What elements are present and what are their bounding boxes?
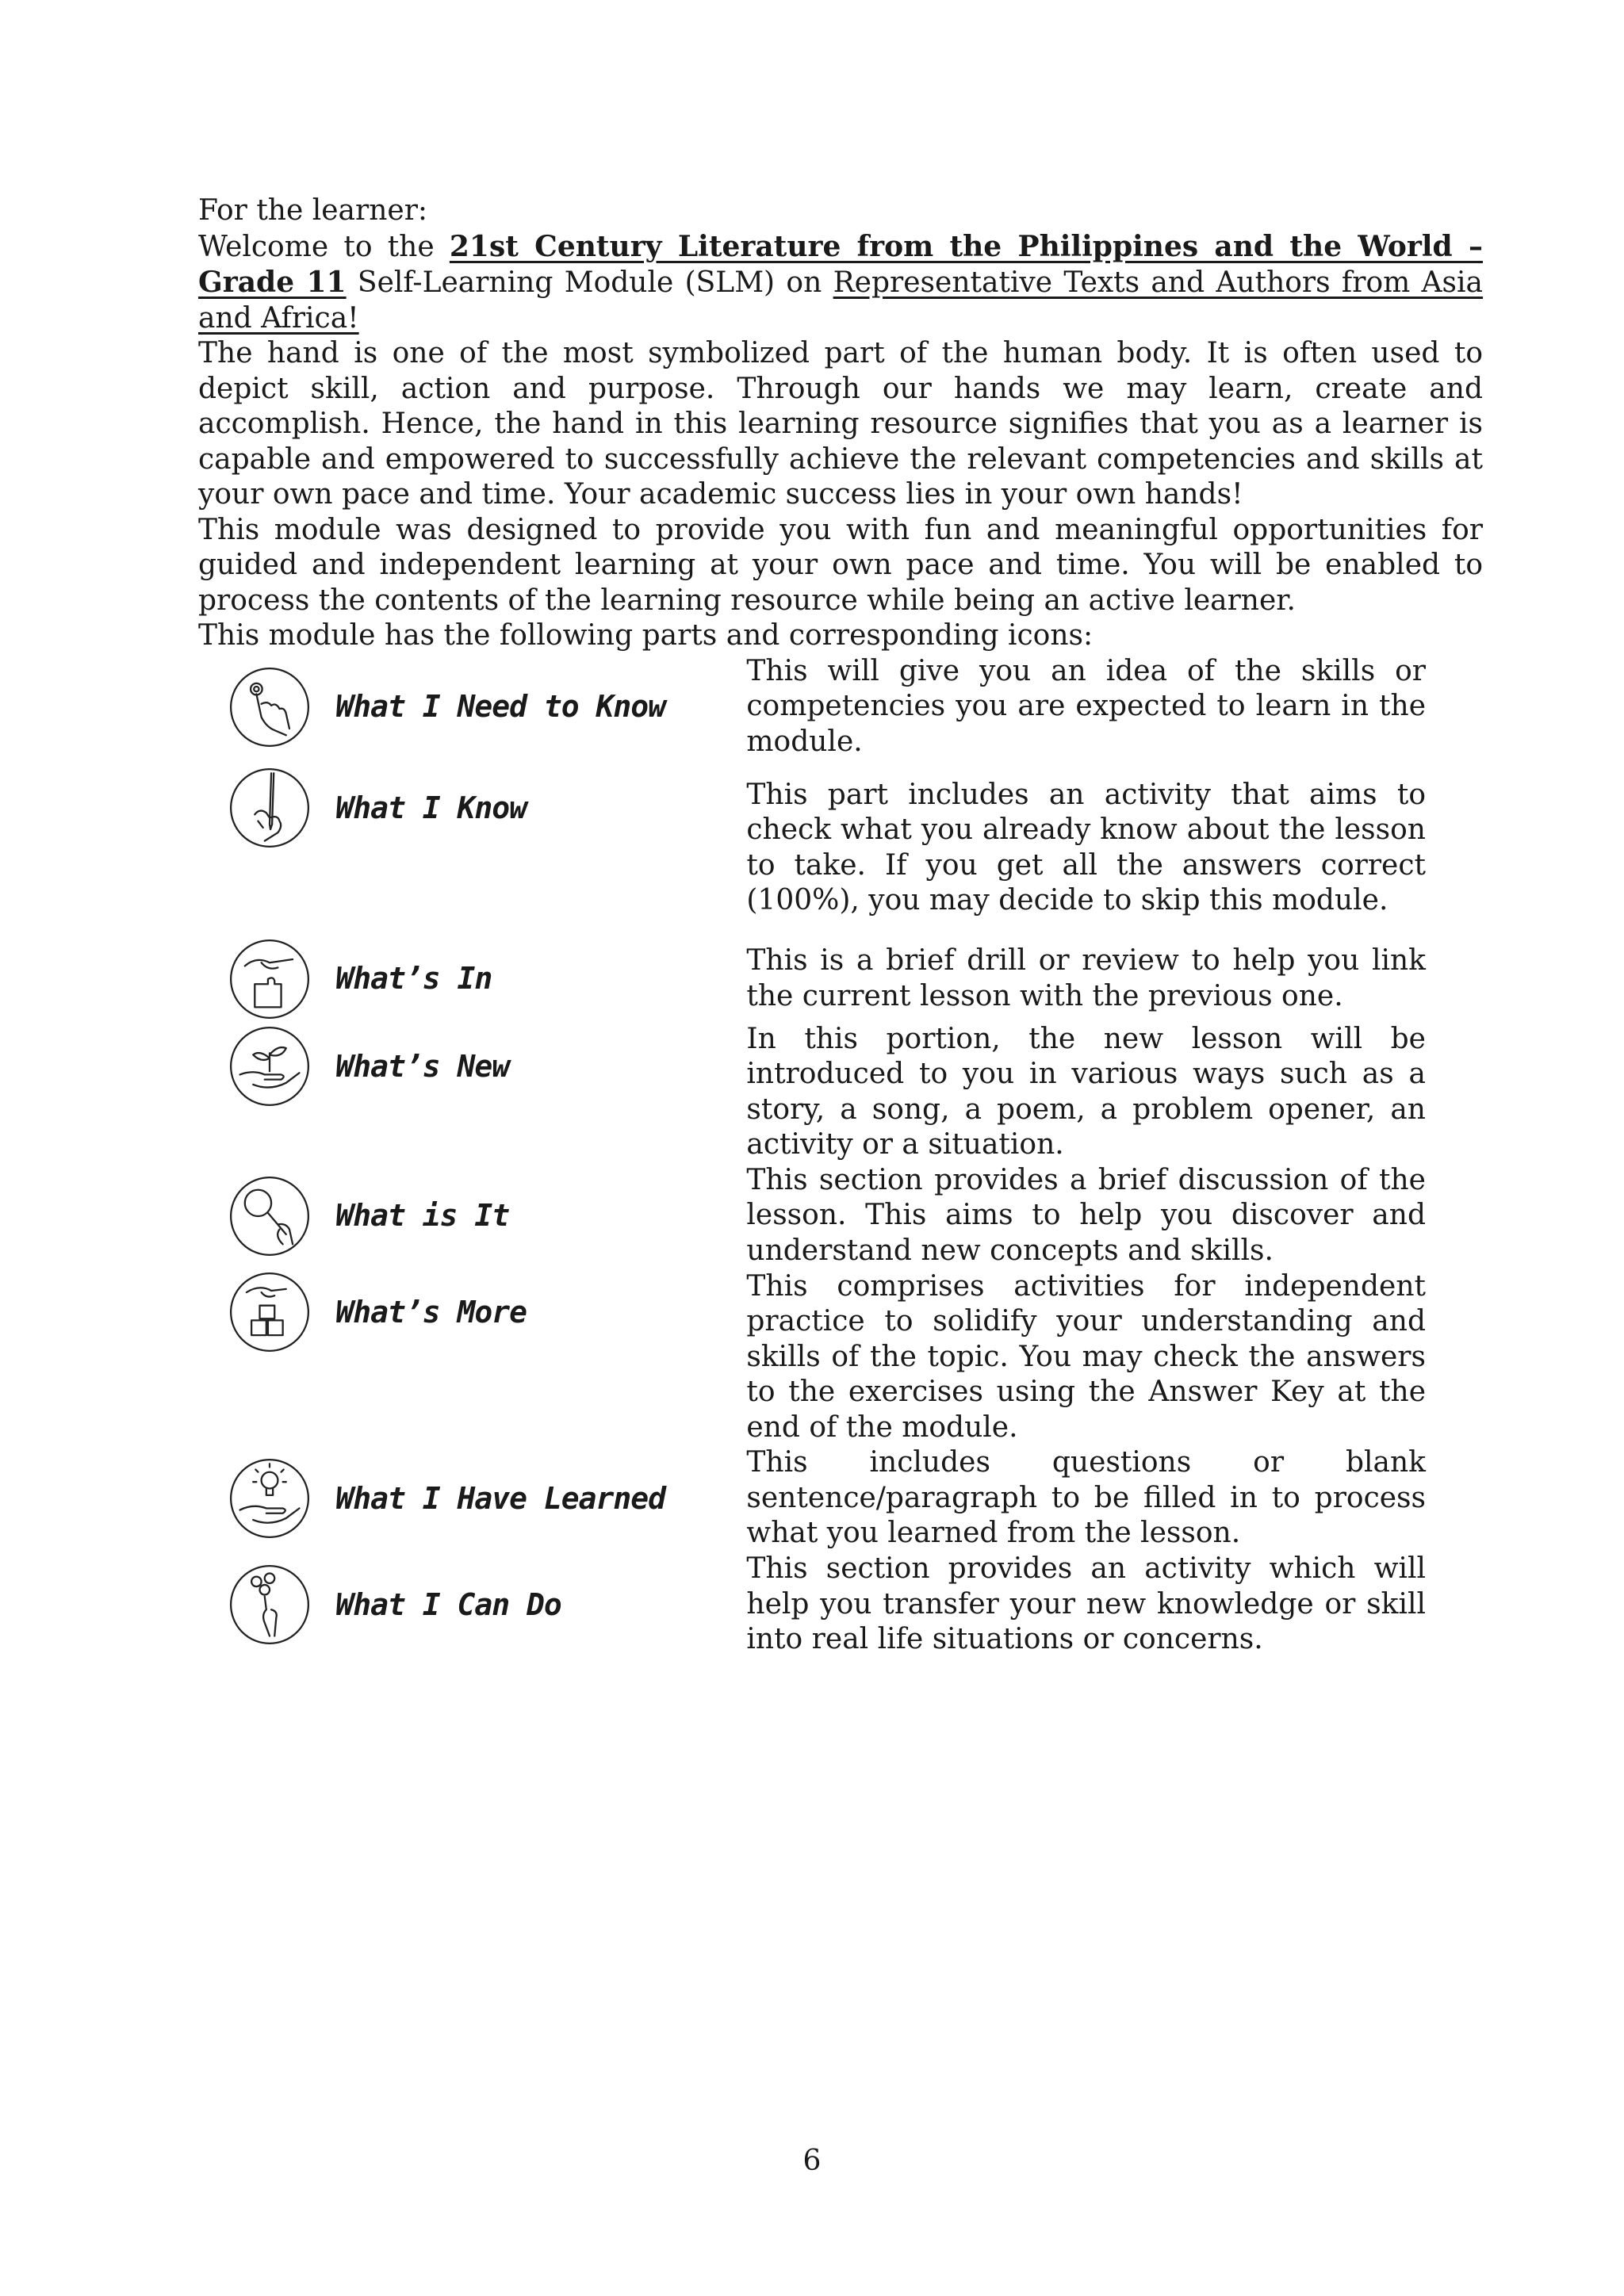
welcome-prefix: Welcome to the <box>198 230 450 263</box>
part-label: What I Need to Know <box>335 689 666 725</box>
module-part-row <box>198 1552 1426 1658</box>
part-label: What I Have Learned <box>335 1480 666 1516</box>
welcome-paragraph <box>198 229 1483 337</box>
design-paragraph: This module was designed to provide you with fun and meaningful opportunities for guided and independent learning at your own pace and time. You will be enabled to process the contents of the learning resource while being an active learner. <box>198 513 1483 617</box>
page-number: 6 <box>802 2145 822 2177</box>
hand-puzzle-icon <box>228 938 311 1020</box>
hand-sprout-icon <box>228 1025 311 1108</box>
part-description: This will give you an idea of the skills or competencies you are expected to learn in the module. <box>746 654 1426 758</box>
hand-magnifier-icon <box>228 1175 311 1257</box>
module-part-row <box>198 1269 1426 1446</box>
page-content <box>198 193 1483 1658</box>
part-description: This section provides a brief discussion of the lesson. This aims to help you discover and understand new concepts and skills. <box>746 1163 1426 1267</box>
part-description: This includes questions or blank sentence/paragraph to be filled in to process what you learned from the lesson. <box>746 1446 1426 1550</box>
module-part-row <box>198 1445 1426 1552</box>
part-description: This is a brief drill or review to help you link the current lesson with the previous one. <box>746 944 1426 1012</box>
hand-pencil-icon <box>228 767 311 849</box>
slm-text: Self-Learning Module (SLM) on <box>346 266 833 299</box>
module-part-row <box>198 1022 1426 1163</box>
module-part-row <box>198 936 1426 1022</box>
part-label: What’s New <box>335 1048 510 1084</box>
part-description: This comprises activities for independent practice to solidify your understanding and skills of the topic. You may check the answers to the exercises using the Answer Key at the end of the module. <box>746 1269 1426 1444</box>
part-label: What is It <box>335 1198 510 1234</box>
course-title: 21st Century Literature from the Philippines and the World – Grade 11 <box>198 229 1483 299</box>
module-part-row <box>198 654 1426 760</box>
hand-gears-icon <box>228 1563 311 1646</box>
module-topic: Representative Texts and Authors from Asia and Africa! <box>198 266 1484 335</box>
part-description: This section provides an activity which will help you transfer your new knowledge or skill into real life situations or concerns. <box>746 1552 1426 1656</box>
module-parts-table <box>198 654 1426 1659</box>
hand-paragraph: The hand is one of the most symbolized part of the human body. It is often used to depict skill, action and purpose. Through our hands we may learn, create and accomplish. Hence, the hand in this learning resource signifies that you as a learner is capable and empowered to successfully achieve the relevant competencies and skills at your own pace and time. Your academic success lies in your own hands! <box>198 337 1483 511</box>
part-label: What I Can Do <box>335 1586 561 1622</box>
part-label: What’s In <box>335 961 492 997</box>
hand-pointing-icon <box>228 666 311 748</box>
part-description: In this portion, the new lesson will be introduced to you in various ways such as a story, a song, a poem, a problem opener, an activity or a situation. <box>746 1022 1426 1161</box>
part-label: What I Know <box>335 790 527 825</box>
hand-blocks-icon <box>228 1271 311 1353</box>
part-description: This part includes an activity that aims to check what you already know about the lesson to take. If you get all the answers correct (100%), you may decide to skip this module. <box>746 778 1426 916</box>
greeting: For the learner: <box>198 194 428 227</box>
hand-lightbulb-icon <box>228 1457 311 1540</box>
parts-intro: This module has the following parts and corresponding icons: <box>198 619 1094 652</box>
module-part-row <box>198 760 1426 936</box>
part-label: What’s More <box>335 1294 527 1330</box>
module-part-row <box>198 1163 1426 1269</box>
